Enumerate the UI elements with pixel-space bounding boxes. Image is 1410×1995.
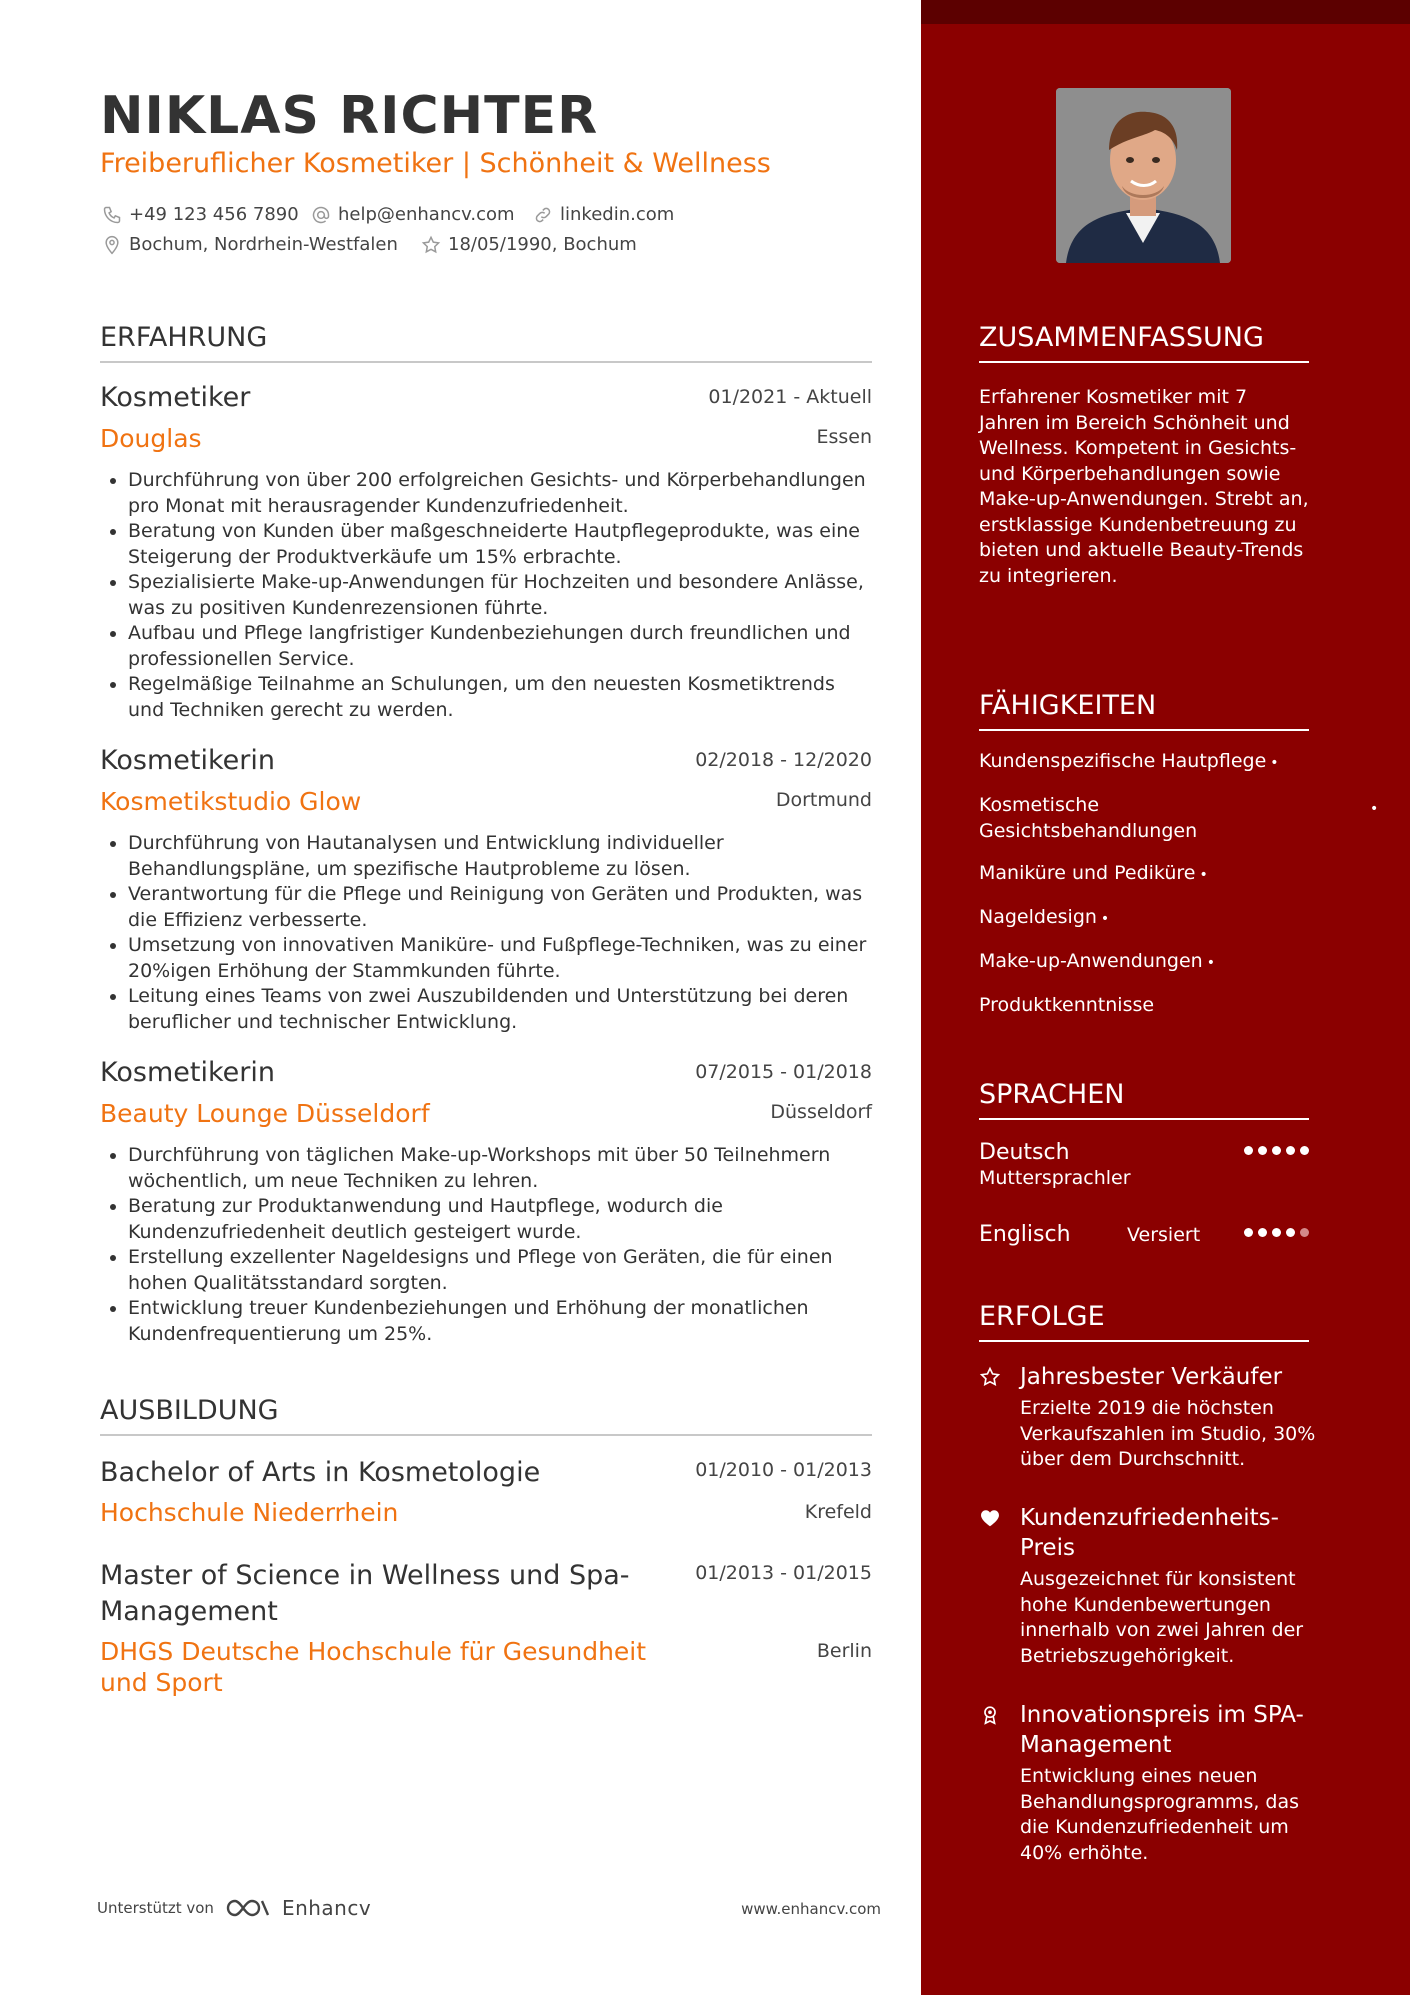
education-entry: [100, 1455, 872, 1528]
skills-list: [979, 748, 1379, 1018]
skill-label: Maniküre und Pediküre: [979, 862, 1196, 884]
achievements-section-title: ERFOLGE: [979, 1301, 1309, 1342]
bullet-item: • Aufbau und Pflege langfristiger Kundenbeziehungen durch freundlichen und professionellen Service.: [128, 621, 872, 672]
skill-item: [979, 948, 1294, 976]
phone-text: +49 123 456 7890: [129, 204, 299, 225]
job-company: Kosmetikstudio Glow: [100, 787, 362, 816]
job-title: Kosmetikerin: [100, 1057, 275, 1088]
edu-dates: 01/2010 - 01/2013: [695, 1459, 872, 1481]
bullet-item: • Leitung eines Teams von zwei Auszubildenden und Unterstützung bei deren beruflicher und technischer Entwicklung.: [128, 984, 872, 1035]
contact-linkedin[interactable]: [533, 204, 674, 225]
skill-item: [979, 904, 1294, 932]
experience-entry: [100, 745, 872, 1035]
rating-dot: [1286, 1146, 1295, 1155]
bullet-item: • Regelmäßige Teilnahme an Schulungen, um den neuesten Kosmetiktrends und Techniken gerecht zu werden.: [128, 672, 872, 723]
language-item: [979, 1222, 1309, 1247]
skill-separator: •: [1370, 801, 1379, 817]
summary-section-title: ZUSAMMENFASSUNG: [979, 322, 1309, 363]
skill-item: [979, 992, 1294, 1018]
language-name: Englisch: [979, 1222, 1071, 1247]
edu-degree: Master of Science in Wellness und Spa-Management: [100, 1560, 630, 1627]
language-item: [979, 1140, 1309, 1189]
achievement-desc: Ausgezeichnet für konsistent hohe Kundenbewertungen innerhalb von zwei Jahren der Betriebszugehörigkeit.: [1020, 1568, 1304, 1667]
birth-text: 18/05/1990, Bochum: [448, 234, 637, 255]
job-location: Dortmund: [775, 789, 872, 811]
bullet-item: • Durchführung von Hautanalysen und Entwicklung individueller Behandlungspläne, um spezifische Hautprobleme zu lösen.: [128, 831, 872, 882]
link-icon: [533, 205, 553, 225]
rating-dot: [1300, 1228, 1309, 1237]
bullet-item: • Spezialisierte Make-up-Anwendungen für Hochzeiten und besondere Anlässe, was zu positiven Kundenrezensionen führte.: [128, 570, 872, 621]
job-dates: 07/2015 - 01/2018: [695, 1061, 872, 1083]
edu-school: DHGS Deutsche Hochschule für Gesundheit und Sport: [100, 1637, 647, 1697]
achievement-item: [979, 1362, 1319, 1473]
achievement-desc: Erzielte 2019 die höchsten Verkaufszahlen im Studio, 30% über dem Durchschnitt.: [1020, 1397, 1316, 1470]
rating-dot: [1272, 1146, 1281, 1155]
achievement-title: Kundenzufriedenheits-Preis: [1020, 1505, 1279, 1561]
job-dates: 02/2018 - 12/2020: [695, 749, 872, 771]
rating-dot: [1286, 1228, 1295, 1237]
skill-separator: •: [1270, 755, 1279, 771]
contact-phone: [102, 204, 299, 225]
skill-separator: •: [1100, 911, 1110, 927]
bullet-item: • Erstellung exzellenter Nageldesigns und Pflege von Geräten, die für einen hohen Qualitätsstandard sorgten.: [128, 1245, 872, 1296]
sidebar: [921, 0, 1410, 1995]
job-company: Beauty Lounge Düsseldorf: [100, 1099, 430, 1128]
candidate-name: NIKLAS RICHTER: [100, 86, 599, 146]
rating-dot: [1258, 1228, 1267, 1237]
experience-entry: [100, 1057, 872, 1347]
achievement-title: Innovationspreis im SPA-Management: [1020, 1702, 1304, 1758]
linkedin-text[interactable]: linkedin.com: [560, 204, 675, 225]
languages-section-title: SPRACHEN: [979, 1079, 1309, 1120]
star-outline-icon: [421, 235, 441, 255]
skill-item: [979, 860, 1294, 888]
footer-powered-by: [97, 1896, 371, 1920]
bullet-item: • Beratung zur Produktanwendung und Hautpflege, wodurch die Kundenzufriedenheit deutlich gesteigert wurde.: [128, 1194, 872, 1245]
achievement-desc: Entwicklung eines neuen Behandlungsprogramms, das die Kundenzufriedenheit um 40% erhöhte.: [1020, 1765, 1300, 1864]
edu-location: Berlin: [816, 1640, 872, 1662]
bullet-item: • Durchführung von über 200 erfolgreichen Gesichts- und Körperbehandlungen pro Monat mit herausragender Kundenzufriedenheit.: [128, 468, 872, 519]
skill-item: [979, 748, 1294, 776]
candidate-subtitle: Freiberuflicher Kosmetiker | Schönheit & Wellness: [100, 148, 771, 179]
job-title: Kosmetikerin: [100, 745, 275, 776]
star-icon: [979, 1366, 1001, 1388]
contact-email[interactable]: [311, 204, 515, 225]
job-company: Douglas: [100, 424, 202, 453]
job-title: Kosmetiker: [100, 382, 251, 413]
rating-dot: [1244, 1146, 1253, 1155]
bullet-item: • Durchführung von täglichen Make-up-Workshops mit über 50 Teilnehmern wöchentlich, um neue Techniken zu lehren.: [128, 1143, 872, 1194]
language-level: Muttersprachler: [979, 1167, 1131, 1189]
bullet-item: • Beratung von Kunden über maßgeschneiderte Hautpflegeprodukte, was eine Steigerung der Produktverkäufe um 15% erbrachte.: [128, 519, 872, 570]
skill-label: Kundenspezifische Hautpflege: [979, 750, 1267, 772]
contact-location: [102, 234, 398, 255]
achievement-item: [979, 1700, 1319, 1866]
edu-school: Hochschule Niederrhein: [100, 1498, 399, 1527]
summary-text: Erfahrener Kosmetiker mit 7 Jahren im Bereich Schönheit und Wellness. Kompetent in Gesichts- und Körperbehandlungen sowie Make-up-Anwendungen. Strebt an, erstklassige Kundenbetreuung zu bieten und aktuelle Beauty-Trends zu integrieren.: [979, 386, 1309, 587]
bullet-item: • Verantwortung für die Pflege und Reinigung von Geräten und Produkten, was die Effizienz verbesserte.: [128, 882, 872, 933]
location-text: Bochum, Nordrhein-Westfalen: [129, 234, 398, 255]
sidebar-top-bar: [921, 0, 1410, 24]
rating-dot: [1244, 1228, 1253, 1237]
job-location: Düsseldorf: [770, 1101, 872, 1123]
skill-label: Produktkenntnisse: [979, 994, 1155, 1016]
education-section-title: AUSBILDUNG: [100, 1395, 872, 1436]
profile-photo: [1056, 88, 1231, 263]
achievement-item: [979, 1503, 1319, 1669]
edu-degree: Bachelor of Arts in Kosmetologie: [100, 1457, 541, 1488]
portrait-illustration: [1056, 88, 1231, 263]
skill-separator: •: [1206, 955, 1215, 971]
job-location: Essen: [816, 426, 872, 448]
at-icon: [311, 205, 331, 225]
language-rating: [1244, 1146, 1309, 1155]
contact-birth: [421, 234, 637, 255]
language-level: Versiert: [1127, 1224, 1201, 1246]
phone-icon: [102, 205, 122, 225]
achievement-title: Jahresbester Verkäufer: [1020, 1364, 1283, 1390]
location-pin-icon: [102, 235, 122, 255]
enhancv-brand: Enhancv: [281, 1896, 372, 1920]
skills-section-title: FÄHIGKEITEN: [979, 690, 1309, 731]
award-icon: [979, 1704, 1001, 1726]
edu-dates: 01/2013 - 01/2015: [695, 1562, 872, 1584]
experience-entry: [100, 382, 872, 723]
job-bullets: [100, 468, 872, 723]
heart-icon: [979, 1507, 1001, 1529]
language-name: Deutsch: [979, 1140, 1070, 1165]
skill-item: [979, 792, 1379, 844]
bullet-item: • Umsetzung von innovativen Maniküre- und Fußpflege-Techniken, was zu einer 20%igen Erhöhung der Stammkunden führte.: [128, 933, 872, 984]
job-dates: 01/2021 - Aktuell: [708, 386, 872, 408]
rating-dot: [1272, 1228, 1281, 1237]
enhancv-logo-icon: [224, 1896, 272, 1920]
rating-dot: [1300, 1146, 1309, 1155]
experience-section-title: ERFAHRUNG: [100, 322, 872, 363]
powered-by-text: Unterstützt von: [97, 1899, 214, 1917]
skill-label: Kosmetische Gesichtsbehandlungen: [979, 794, 1198, 842]
education-entry: [100, 1558, 872, 1698]
edu-location: Krefeld: [804, 1501, 872, 1523]
skill-label: Make-up-Anwendungen: [979, 950, 1203, 972]
language-rating: [1244, 1228, 1309, 1237]
footer-url[interactable]: www.enhancv.com: [741, 1900, 881, 1918]
job-bullets: [100, 831, 872, 1035]
email-text[interactable]: help@enhancv.com: [338, 204, 515, 225]
bullet-item: • Entwicklung treuer Kundenbeziehungen und Erhöhung der monatlichen Kundenfrequentierung um 25%.: [128, 1296, 872, 1347]
skill-label: Nageldesign: [979, 906, 1097, 928]
skill-separator: •: [1199, 867, 1208, 883]
rating-dot: [1258, 1146, 1267, 1155]
job-bullets: [100, 1143, 872, 1347]
